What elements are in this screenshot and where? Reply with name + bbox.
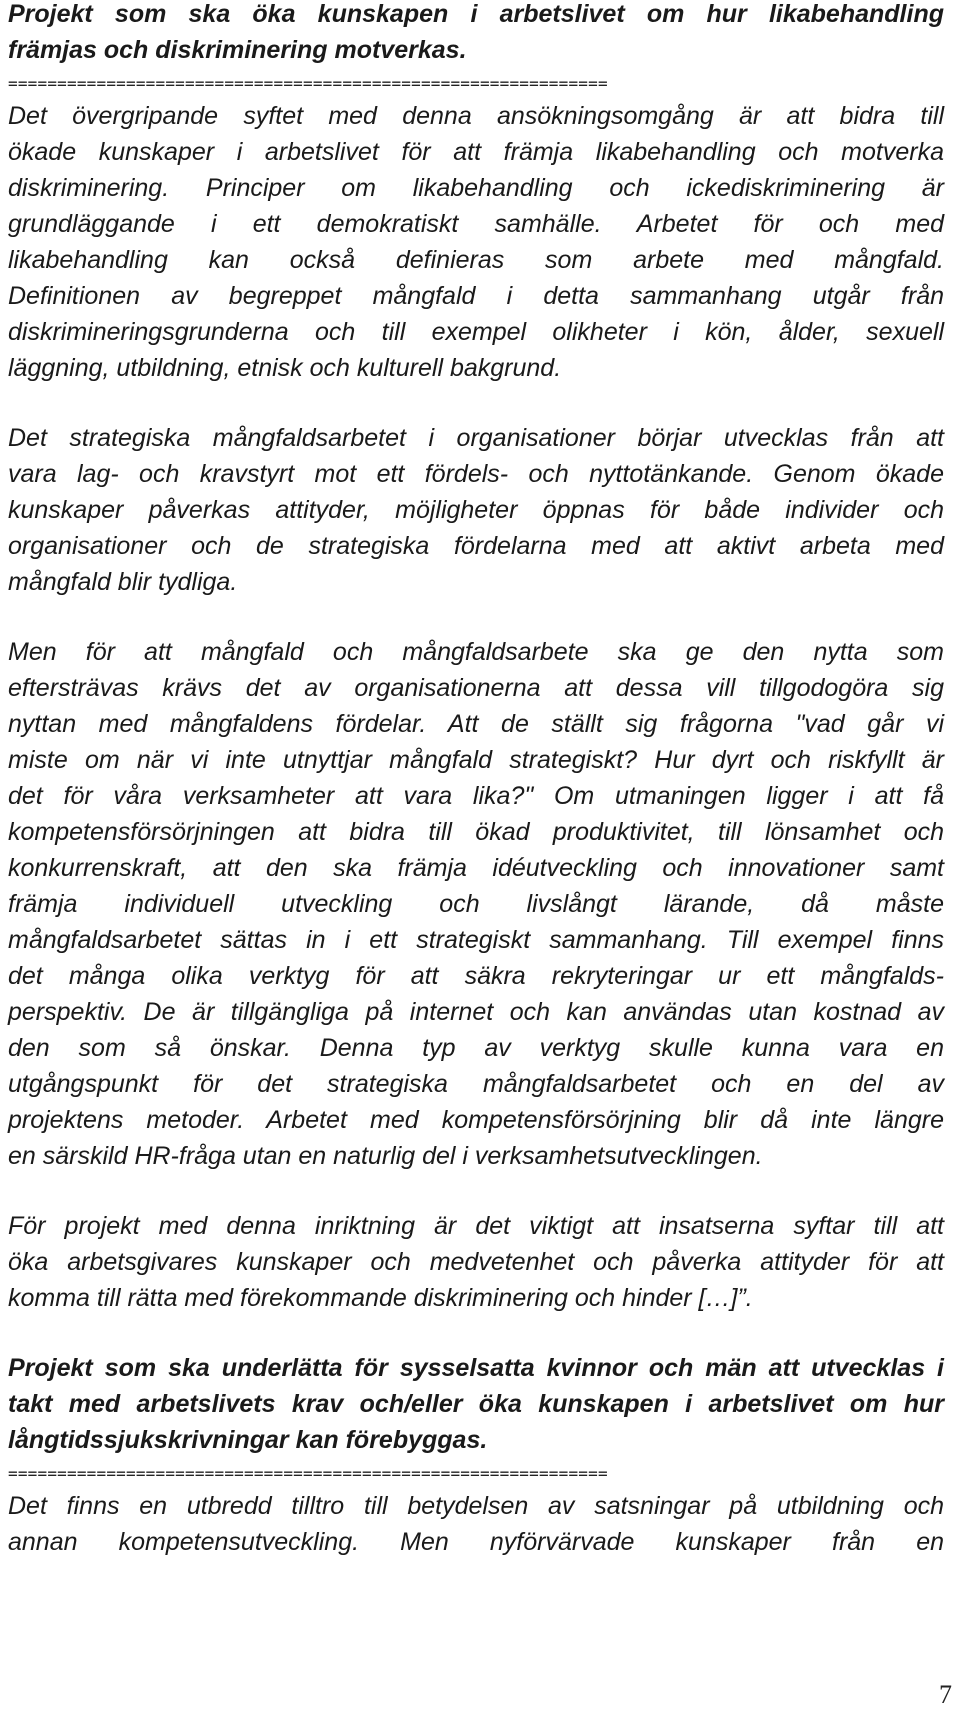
- paragraph-line: kunskaper påverkas attityder, möjligheter öppnas för både individer och: [8, 496, 944, 524]
- paragraph-line: organisationer och de strategiska fördelarna med att aktivt arbeta med: [8, 532, 944, 560]
- paragraph-line: eftersträvas krävs det av organisationerna att dessa vill tillgodogöra sig: [8, 674, 944, 702]
- section-heading-line: takt med arbetslivets krav och/eller öka kunskapen i arbetslivet om hur: [8, 1390, 944, 1418]
- paragraph-line: projektens metoder. Arbetet med kompetensförsörjning blir då inte längre: [8, 1106, 944, 1134]
- paragraph-line: konkurrenskraft, att den ska främja idéutveckling och innovationer samt: [8, 854, 944, 882]
- section-heading-line: Projekt som ska öka kunskapen i arbetslivet om hur likabehandling: [8, 0, 944, 28]
- paragraph-line: miste om när vi inte utnyttjar mångfald strategiskt? Hur dyrt och riskfyllt är: [8, 746, 944, 774]
- paragraph-line: Definitionen av begreppet mångfald i detta sammanhang utgår från: [8, 282, 944, 310]
- paragraph-line: vara lag- och kravstyrt mot ett fördels- och nyttotänkande. Genom ökade: [8, 460, 944, 488]
- separator-rule: =============================================================: [8, 74, 608, 93]
- paragraph-line: läggning, utbildning, etnisk och kulturell bakgrund.: [8, 354, 562, 382]
- paragraph-line: grundläggande i ett demokratiskt samhälle. Arbetet för och med: [8, 210, 944, 238]
- paragraph-line: Det övergripande syftet med denna ansökningsomgång är att bidra till: [8, 102, 944, 130]
- paragraph-line: mångfaldsarbetet sättas in i ett strategiskt sammanhang. Till exempel finns: [8, 926, 944, 954]
- paragraph-line: en särskild HR-fråga utan en naturlig del i verksamhetsutvecklingen.: [8, 1142, 763, 1170]
- paragraph-line: öka arbetsgivares kunskaper och medvetenhet och påverka attityder för att: [8, 1248, 944, 1276]
- paragraph-line: främja individuell utveckling och livslångt lärande, då måste: [8, 890, 944, 918]
- section-heading-line: främjas och diskriminering motverkas.: [8, 36, 467, 64]
- paragraph-line: Det finns en utbredd tilltro till betydelsen av satsningar på utbildning och: [8, 1492, 944, 1520]
- paragraph-line: diskriminering. Principer om likabehandling och ickediskriminering är: [8, 174, 944, 202]
- paragraph-line: utgångspunkt för det strategiska mångfaldsarbetet och en del av: [8, 1070, 944, 1098]
- paragraph-line: För projekt med denna inriktning är det viktigt att insatserna syftar till att: [8, 1212, 944, 1240]
- paragraph-line: mångfald blir tydliga.: [8, 568, 238, 596]
- paragraph-line: det många olika verktyg för att säkra rekryteringar ur ett mångfalds-: [8, 962, 944, 990]
- paragraph-line: Men för att mångfald och mångfaldsarbete ska ge den nytta som: [8, 638, 944, 666]
- separator-rule: =============================================================: [8, 1464, 608, 1483]
- paragraph-line: nyttan med mångfaldens fördelar. Att de ställt sig frågorna "vad går vi: [8, 710, 944, 738]
- section-heading-line: Projekt som ska underlätta för sysselsatta kvinnor och män att utvecklas i: [8, 1354, 944, 1382]
- paragraph-line: diskrimineringsgrunderna och till exempel olikheter i kön, ålder, sexuell: [8, 318, 944, 346]
- paragraph-line: komma till rätta med förekommande diskriminering och hinder […]”.: [8, 1284, 753, 1312]
- section-heading-line: långtidssjukskrivningar kan förebyggas.: [8, 1426, 488, 1454]
- paragraph-line: den som så önskar. Denna typ av verktyg skulle kunna vara en: [8, 1034, 944, 1062]
- paragraph-line: det för våra verksamheter att vara lika?" Om utmaningen ligger i att få: [8, 782, 944, 810]
- paragraph-line: likabehandling kan också definieras som arbete med mångfald.: [8, 246, 944, 274]
- paragraph-line: perspektiv. De är tillgängliga på internet och kan användas utan kostnad av: [8, 998, 944, 1026]
- paragraph-line: ökade kunskaper i arbetslivet för att främja likabehandling och motverka: [8, 138, 944, 166]
- paragraph-line: Det strategiska mångfaldsarbetet i organisationer börjar utvecklas från att: [8, 424, 944, 452]
- page-number: 7: [939, 1680, 952, 1709]
- paragraph-line: annan kompetensutveckling. Men nyförvärvade kunskaper från en: [8, 1528, 944, 1556]
- paragraph-line: kompetensförsörjningen att bidra till ökad produktivitet, till lönsamhet och: [8, 818, 944, 846]
